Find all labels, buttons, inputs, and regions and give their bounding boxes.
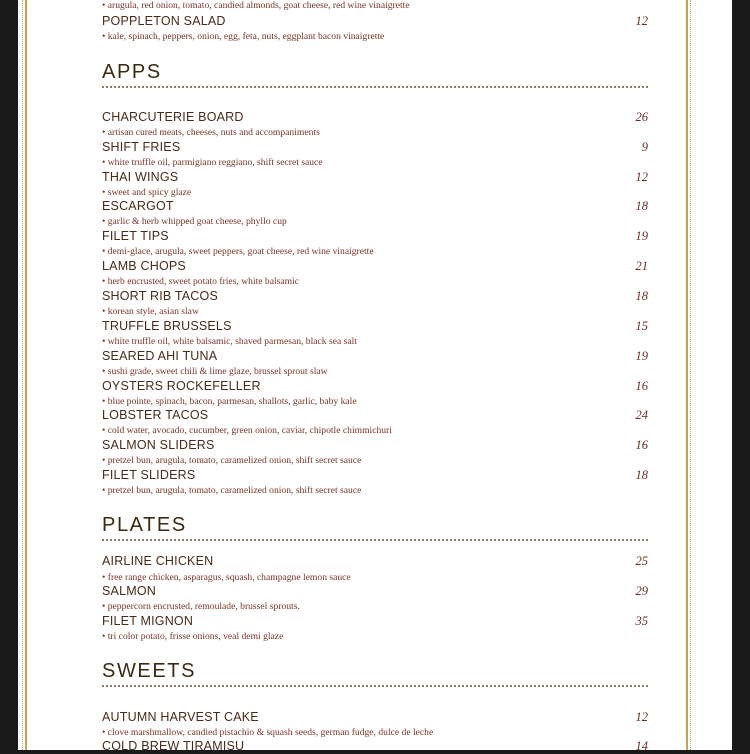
item-price: 9 (641, 140, 648, 154)
item-name: THAI WINGS (102, 170, 179, 184)
item-price: 21 (635, 259, 648, 273)
item-price: 12 (635, 170, 648, 184)
item-price: 12 (635, 14, 648, 28)
item-name: TRUFFLE BRUSSELS (102, 319, 232, 333)
item-price: 29 (635, 584, 648, 598)
item-description: • artisan cured meats, cheeses, nuts and accompaniments (102, 127, 320, 138)
section-title-apps: APPS (102, 61, 162, 83)
frame-dotted-right (690, 0, 692, 750)
item-name: LOBSTER TACOS (102, 408, 209, 422)
item-name: COLD BREW TIRAMISU (102, 739, 245, 753)
item-name: FILET SLIDERS (102, 468, 196, 482)
item-price: 18 (635, 199, 648, 213)
section-title-sweets: SWEETS (102, 660, 197, 682)
item-price: 12 (635, 710, 648, 724)
item-name: ESCARGOT (102, 199, 174, 213)
section-title-plates: PLATES (102, 514, 187, 536)
item-name: SHORT RIB TACOS (102, 289, 218, 303)
section-divider (102, 685, 648, 687)
item-description: • tri color potato, frisse onions, veal demi glaze (102, 631, 284, 642)
item-description: • sweet and spicy glaze (102, 187, 192, 198)
item-name: SHIFT FRIES (102, 140, 181, 154)
item-name: OYSTERS ROCKEFELLER (102, 379, 261, 393)
item-price: 18 (635, 289, 648, 303)
item-description: • korean style, asian slaw (102, 306, 199, 317)
item-name: SALMON SLIDERS (102, 438, 215, 452)
item-name: FILET MIGNON (102, 614, 194, 628)
item-price: 24 (635, 408, 648, 422)
item-price: 16 (635, 438, 648, 452)
item-description: • pretzel bun, arugula, tomato, caramelized onion, shift secret sauce (102, 485, 362, 496)
item-description: • sushi grade, sweet chili & lime glaze, brussel sprout slaw (102, 366, 328, 377)
item-description: • white truffle oil, white balsamic, shaved parmesan, black sea salt (102, 336, 357, 347)
frame-border-right (686, 0, 688, 750)
item-name: AUTUMN HARVEST CAKE (102, 710, 259, 724)
item-name: SEARED AHI TUNA (102, 349, 218, 363)
item-name: POPPLETON SALAD (102, 14, 226, 28)
item-name: SALMON (102, 584, 156, 598)
item-description: • free range chicken, asparagus, squash, champagne lemon sauce (102, 572, 351, 583)
item-name: FILET TIPS (102, 229, 169, 243)
frame-dotted-left (22, 0, 24, 750)
item-price: 18 (635, 468, 648, 482)
item-name: CHARCUTERIE BOARD (102, 110, 244, 124)
item-price: 16 (635, 379, 648, 393)
item-name: AIRLINE CHICKEN (102, 554, 214, 568)
item-description: • demi-glace, arugula, sweet peppers, goat cheese, red wine vinaigrette (102, 246, 374, 257)
item-description: • garlic & herb whipped goat cheese, phyllo cup (102, 216, 287, 227)
item-description: • blue pointe, spinach, bacon, parmesan, shallots, garlic, baby kale (102, 396, 357, 407)
item-price: 26 (635, 110, 648, 124)
item-price: 19 (635, 229, 648, 243)
section-divider (102, 86, 648, 88)
item-description: • pretzel bun, arugula, tomato, caramelized onion, shift secret sauce (102, 455, 362, 466)
item-description: • white truffle oil, parmigiano reggiano, shift secret sauce (102, 157, 323, 168)
item-name: LAMB CHOPS (102, 259, 186, 273)
item-description: • kale, spinach, peppers, onion, egg, feta, nuts, eggplant bacon vinaigrette (102, 31, 385, 42)
item-description: • arugula, red onion, tomato, candied almonds, goat cheese, red wine vinaigrette (102, 0, 410, 11)
frame-border-left (25, 0, 27, 750)
item-description: • peppercorn encrusted, remoulade, brussel sprouts. (102, 601, 300, 612)
item-description: • clove marshmallow, candied pistachio & squash seeds, german fudge, dulce de leche (102, 727, 434, 738)
item-description: • cold water, avocado, cucumber, green onion, caviar, chipotle chimmichuri (102, 425, 392, 436)
item-price: 25 (635, 554, 648, 568)
item-price: 14 (635, 739, 648, 753)
item-description: • herb encrusted, sweet potato fries, white balsamic (102, 276, 300, 287)
section-divider (102, 539, 648, 541)
item-price: 35 (635, 614, 648, 628)
item-price: 19 (635, 349, 648, 363)
item-price: 15 (635, 319, 648, 333)
